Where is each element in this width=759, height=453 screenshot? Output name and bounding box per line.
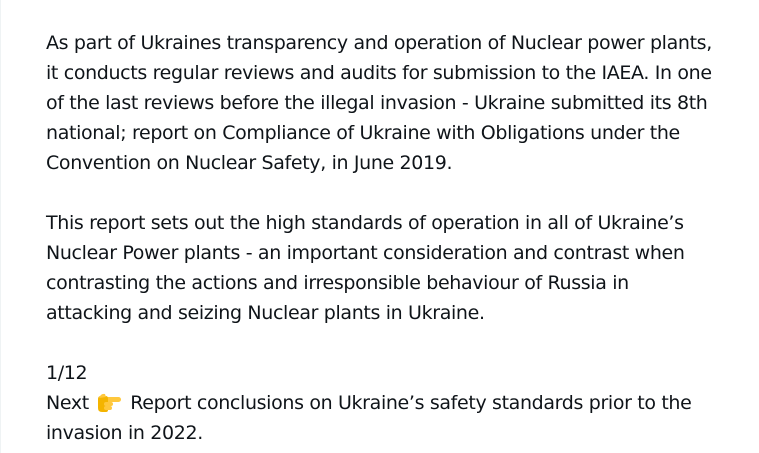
tweet-paragraph-1: [46, 28, 746, 178]
next-line: [46, 388, 746, 418]
text-line: it conducts regular reviews and audits for submission to the IAEA. In one: [46, 62, 712, 84]
text-line: This report sets out the high standards of operation in all of Ukraine’s: [46, 212, 684, 234]
text-line: contrasting the actions and irresponsible behaviour of Russia in: [46, 272, 629, 294]
next-text-line-2: invasion in 2022.: [46, 422, 203, 444]
text-line: As part of Ukraines transparency and operation of Nuclear power plants,: [46, 32, 712, 54]
tweet-paragraph-2: [46, 208, 746, 328]
tweet-body: [46, 28, 746, 448]
text-line: of the last reviews before the illegal invasion - Ukraine submitted its 8th: [46, 92, 708, 114]
thread-counter: 1/12: [46, 362, 88, 384]
text-line: national; report on Compliance of Ukraine with Obligations under the: [46, 122, 680, 144]
pointing-right-hand-icon: [96, 391, 122, 413]
next-prefix: Next: [46, 392, 89, 414]
text-line: Convention on Nuclear Safety, in June 2019.: [46, 152, 453, 174]
left-border: [0, 0, 1, 453]
next-text: Report conclusions on Ukraine’s safety standards prior to the: [130, 392, 692, 414]
text-line: attacking and seizing Nuclear plants in Ukraine.: [46, 302, 485, 324]
text-line: Nuclear Power plants - an important consideration and contrast when: [46, 242, 685, 264]
tweet-paragraph-3: [46, 358, 746, 448]
